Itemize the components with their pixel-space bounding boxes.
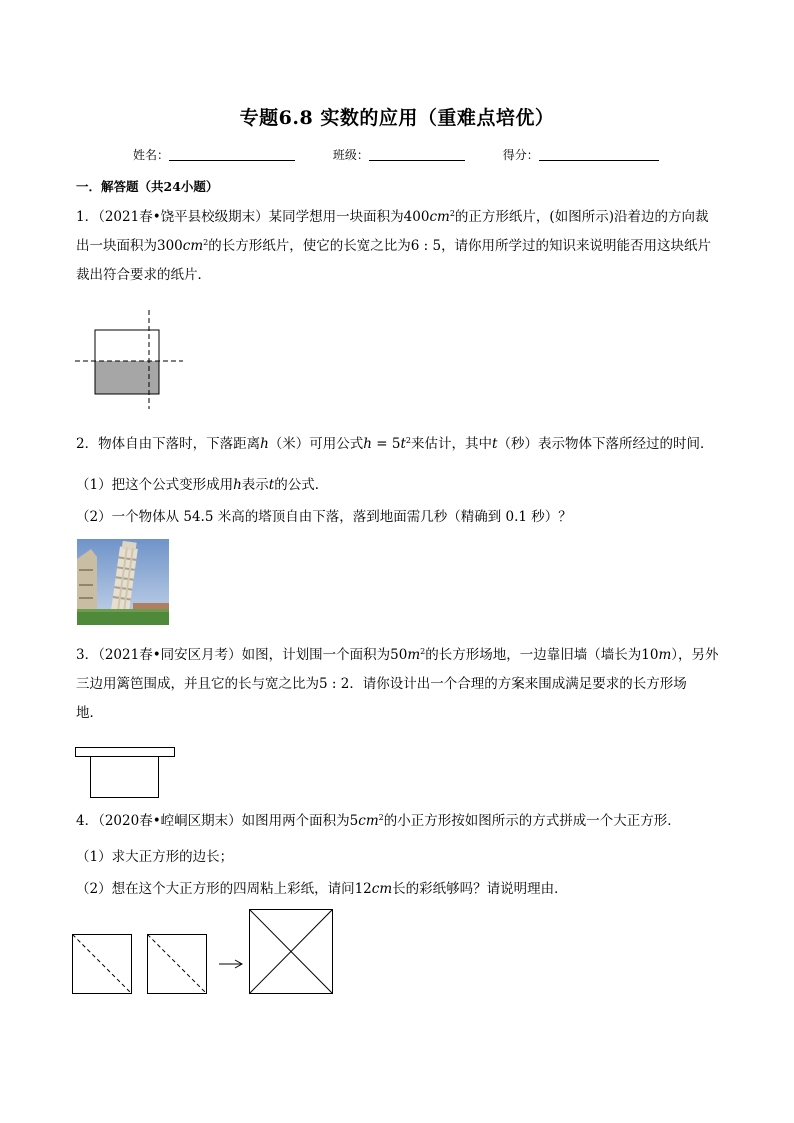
arrow-icon (219, 960, 242, 968)
q4-sub2-num: 12 (354, 881, 372, 897)
q1-ratio: 6 : 5 (410, 238, 442, 254)
q2-sub1-c: 的公式． (274, 477, 329, 493)
class-field (333, 146, 465, 163)
q1-sup-b: 2 (203, 238, 209, 247)
q3-part-c: ），另外 (671, 647, 719, 663)
q4-sub2-b: 长的彩纸够吗？请说明理由． (392, 881, 568, 897)
q2-sub1-t: t (268, 477, 275, 493)
q2-formula-t: t (400, 436, 406, 452)
score-field (503, 146, 659, 163)
q2-part-d: （秒）表示物体下落所经过的时间． (497, 436, 714, 452)
q2-formula-lhs: h (363, 436, 372, 452)
q4-unit-a: cm (358, 813, 379, 829)
q4-figure (71, 908, 335, 996)
class-line[interactable] (369, 160, 465, 161)
q3-part-f: 地． (76, 705, 103, 721)
q2-sub1-h: h (233, 477, 242, 493)
q3-field (91, 757, 159, 798)
q3-wall-unit: m (658, 647, 672, 663)
q4-part-a: 4．（2020春•崆峒区期末）如图用两个面积为 (76, 813, 350, 829)
q2-part-c: 来估计，其中 (411, 436, 493, 452)
q1-part-f: 裁出符合要求的纸片． (76, 267, 211, 283)
q4-small-square-2-diagonal (148, 935, 207, 994)
q3-part-d: 三边用篱笆围成，并且它的长与宽之比为 (76, 676, 319, 692)
question-4-text (76, 807, 736, 836)
q4-area: 5 (349, 813, 359, 829)
section-header: 一．解答题（共24小题） (76, 179, 219, 194)
q3-part-e: ．请你设计出一个合理的方案来围成满足要求的长方形场 (349, 676, 687, 692)
question-2-text (76, 430, 736, 459)
q3-sup: 2 (420, 647, 426, 656)
question-4-sub-1: （1）求大正方形的边长； (76, 849, 234, 865)
score-line[interactable] (539, 160, 659, 161)
q3-wall (76, 748, 175, 757)
q3-unit-a: m (407, 647, 421, 663)
name-line[interactable] (169, 160, 295, 161)
q3-wall-length: 10 (641, 647, 659, 663)
q4-sub2-a: （2）想在这个大正方形的四周粘上彩纸，请问 (76, 881, 355, 897)
q4-small-square-1-diagonal (73, 935, 132, 994)
q2-sub1-a: （1）把这个公式变形成用 (76, 477, 234, 493)
q1-unit-b: cm (182, 238, 204, 254)
q3-area: 50 (390, 647, 408, 663)
q1-figure (75, 310, 185, 410)
q1-unit-a: cm (429, 209, 450, 225)
question-2-sub-1 (76, 473, 328, 493)
q1-part-c: 出一块面积为 (76, 238, 157, 254)
leaning-tower-photo (77, 539, 169, 625)
q2-formula-sup: 2 (405, 436, 412, 445)
student-info-row (133, 146, 659, 163)
q2-formula-eq: = 5 (372, 436, 401, 452)
question-3-text (76, 641, 736, 728)
class-label: 班级： (332, 148, 369, 162)
q1-part-b: 的正方形纸片，(如图所示)沿着边的方向裁 (454, 209, 709, 225)
q1-area-square: 400 (403, 209, 430, 225)
name-label: 姓名： (133, 148, 170, 162)
q1-area-rect: 300 (157, 238, 183, 254)
q2-var-t: t (492, 436, 498, 452)
q4-sub2-unit: cm (371, 881, 393, 897)
question-2-sub-2: （2）一个物体从 54.5 米高的塔顶自由下落，落到地面需几秒（精确到 0.1 秒）？ (76, 509, 572, 525)
q3-figure (75, 747, 177, 801)
q1-part-d: 的长方形纸片，使它的长宽之比为 (208, 238, 411, 254)
q1-part-e: ，请你用所学过的知识来说明能否用这块纸片 (441, 238, 712, 254)
q1-sup-a: 2 (449, 209, 455, 218)
q2-sub1-b: 表示 (241, 477, 269, 493)
score-label: 得分： (502, 148, 539, 162)
q4-part-b: 的小正方形按如图所示的方式拼成一个大正方形． (383, 813, 681, 829)
name-field (133, 146, 295, 163)
q1-part-a: 1．（2021春•饶平县校级期末）某同学想用一块面积为 (76, 209, 404, 225)
q2-part-a: 2．物体自由下落时，下落距离 (76, 436, 261, 452)
page-title: 专题6.8 实数的应用（重难点培优） (239, 107, 555, 129)
question-1-text (76, 203, 736, 290)
q3-part-a: 3．（2021春•同安区月考）如图，计划围一个面积为 (76, 647, 391, 663)
q4-sup: 2 (378, 813, 384, 822)
q2-var-h: h (260, 436, 269, 452)
q2-part-b: （米）可用公式 (268, 436, 364, 452)
q3-ratio: 5 : 2 (319, 676, 350, 692)
question-4-sub-2 (76, 877, 568, 897)
q3-part-b: 的长方形场地，一边靠旧墙（墙长为 (425, 647, 642, 663)
